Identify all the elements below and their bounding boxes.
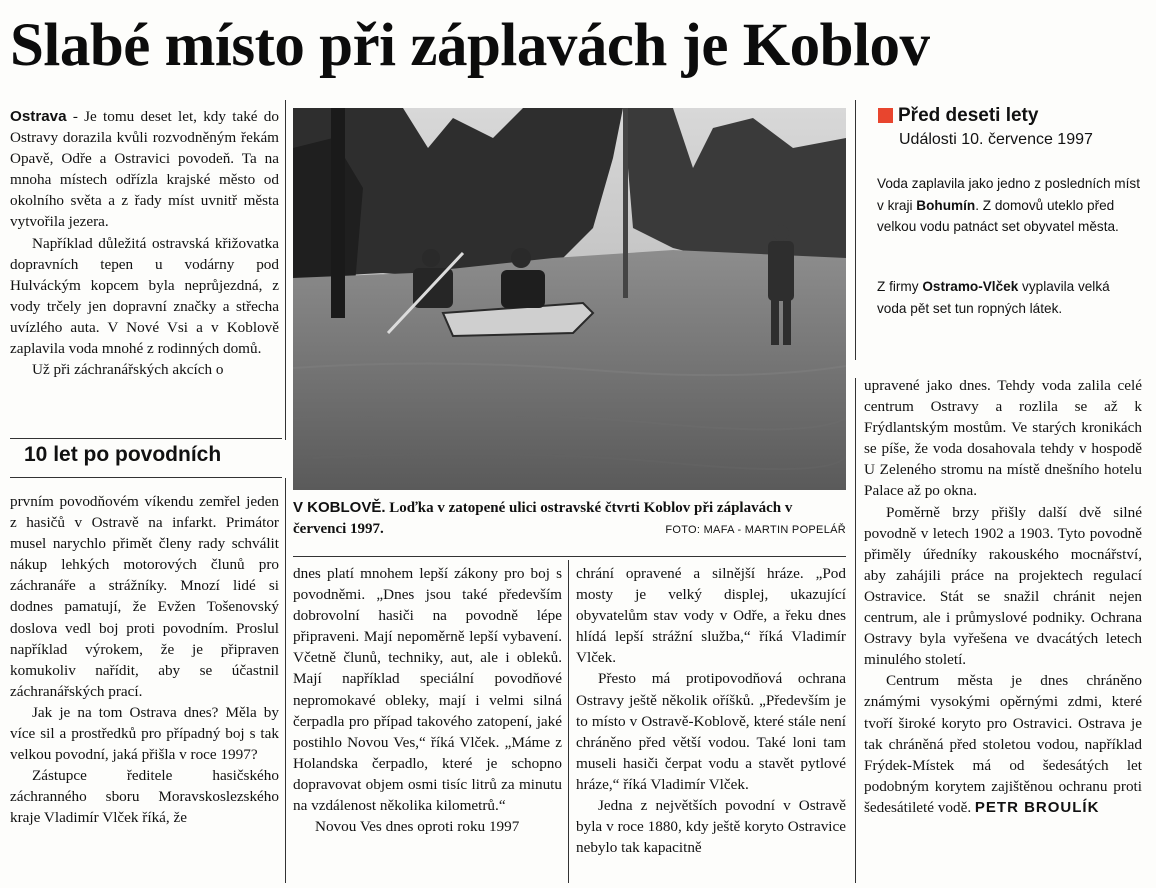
section-box [10, 438, 282, 478]
article-paragraph: Ostrava - Je tomu deset let, kdy také do Ostravy dorazila kvůli rozvodněným řekám Opavě, Odře a Ostravici povodeň. Ta na mnoha místech odřízla krajské město od okolního světa a z řady míst uvnitř města vytvořila jezera. [10, 108, 279, 231]
column-2 [293, 563, 562, 837]
article-paragraph: Poměrně brzy přišly další dvě silné povodně v letech 1902 a 1903. Tyto povodně přiměly úředníky rakouského mocnářství, aby zahájili práce na projektech regulací Ostravice. Stát se snažil chránit nejen centrum, ale i průmyslové podniky. Ochrana Ostravy byla vyřešena ve dvacátých letech minulého století. [864, 503, 1142, 669]
column-3 [576, 563, 846, 858]
headline: Slabé místo při záplavách je Koblov [10, 12, 930, 79]
section-box-title: 10 let po povodních [24, 443, 222, 466]
column-1-top [10, 106, 279, 380]
caption-rule [293, 556, 846, 557]
column-1-bottom [10, 491, 279, 829]
flood-photo [293, 108, 846, 490]
article-paragraph: Novou Ves dnes oproti roku 1997 [315, 818, 520, 836]
article-paragraph: Zástupce ředitele hasičského záchranného sboru Moravskoslezského kraje Vladimír Vlček říká, že [10, 767, 279, 827]
article-paragraph: Centrum města je dnes chráněno známými vysokými opěrnými zdmi, které tvoří široké koryto pro Ostravici. Ostrava je tak chráněná před stoletou vodou, například Frýdek-Místek má od šedesátých let podobným korytem zajištěnou ochranu proti šedesátileté vodě. PETR BROULÍK [864, 672, 1142, 816]
caption-lead: V KOBLOVĚ. [293, 499, 386, 516]
sidebar-subtitle: Události 10. července 1997 [899, 131, 1093, 148]
place-name: Bohumín [916, 197, 976, 213]
column-rule [855, 100, 856, 360]
sidebar-accent-square [878, 108, 893, 123]
article-paragraph: Jedna z největších povodní v Ostravě byla v roce 1880, kdy ještě koryto Ostravice nebylo tak kapacitně [576, 797, 846, 857]
caption-text: Loďka v zatopené ulici ostravské čtvrti Koblov při záplavách v červenci 1997. [293, 500, 793, 537]
column-rule [285, 478, 286, 883]
article-paragraph: Například důležitá ostravská křižovatka dopravních tepen u vodárny pod Hulváckým kopcem byla neprůjezdná, z vody trčely jen dopravní značky a střecha uvízlého auta. V Nové Vsi a v Koblově zaplavila voda mnohé z rodinných domů. [10, 234, 279, 358]
sidebar-paragraph: Z firmy Ostramo-Vlček vyplavila velká voda pět set tun ropných látek. [877, 279, 1110, 316]
article-paragraph: chrání opravené a silnější hráze. „Pod mosty je velký displej, ukazující obyvatelům stav vody v Odře, a řeku dnes hlídá lepší strážní služba,“ říká Vladimír Vlček. [576, 565, 846, 667]
photo-credit: FOTO: MAFA - MARTIN POPELÁŘ [665, 524, 846, 536]
author-signature: PETR BROULÍK [974, 798, 1100, 816]
column-rule [285, 100, 286, 440]
article-paragraph: Přesto má protipovodňová ochrana Ostravy ještě několik oříšků. „Především je to místo v Ostravě-Koblově, které stále není chráněno před větší vodou. Také loni tam museli hasiči čerpat vodu a stavět pytlové hráze,“ říká Vladimír Vlček. [576, 670, 846, 793]
sidebar-title: Před deseti lety [898, 105, 1039, 126]
article-paragraph: upravené jako dnes. Tehdy voda zalila celé centrum Ostravy a rozlila se až k Frýdlantským mostům. Ve starých kronikách se píše, že voda dosahovala tehdy v hospodě U Zeleného stromu na místě dnešního hotelu Palace až po okna. [864, 377, 1142, 500]
column-rule [855, 378, 856, 883]
column-rule [568, 560, 569, 883]
article-paragraph: Jak je na tom Ostrava dnes? Měla by více sil a prostředků pro případný boj s tak velkou povodní, jaká přišla v roce 1997? [10, 703, 279, 764]
dateline: Ostrava [10, 108, 67, 125]
article-paragraph: dnes platí mnohem lepší zákony pro boj s povodněmi. „Dnes jsou také především dobrovolní hasiči na povodně lépe připraveni. Mají nepoměrně lepší vybavení. Včetně člunů, techniky, aut, ale i obleků. Mají například speciální povodňové nepromokavé obleky, mají i velmi silná čerpadla pro případ takového zatopení, jaké postihlo Novou Ves,“ říká Vlček. „Máme z Holandska čerpadlo, které je schopno dopravovat objem osmi tisíc litrů za minutu na vzdálenost několika kilometrů.“ [293, 565, 562, 815]
article-paragraph: prvním povodňovém víkendu zemřel jeden z hasičů v Ostravě na infarkt. Primátor musel narychlo přimět členy rady schválit nákup lehkých motorových člunů pro záchranáře a strážníky. Mnozí lidé si dodnes pamatují, že Evžen Tošenovský doslova vedl boj proti povodním. Proslul například výrokem, že je připraven komukoliv nařídit, aby se účastnil záchranářských prací. [10, 493, 279, 700]
column-4 [864, 375, 1142, 818]
sidebar-paragraph: Voda zaplavila jako jedno z posledních míst v kraji Bohumín. Z domovů uteklo před velkou vodu patnáct set obyvatel města. [877, 176, 1140, 234]
flood-photo-illustration [293, 108, 846, 490]
company-name: Ostramo-Vlček [922, 279, 1019, 294]
article-paragraph: Už při záchranářských akcích o [32, 361, 224, 379]
